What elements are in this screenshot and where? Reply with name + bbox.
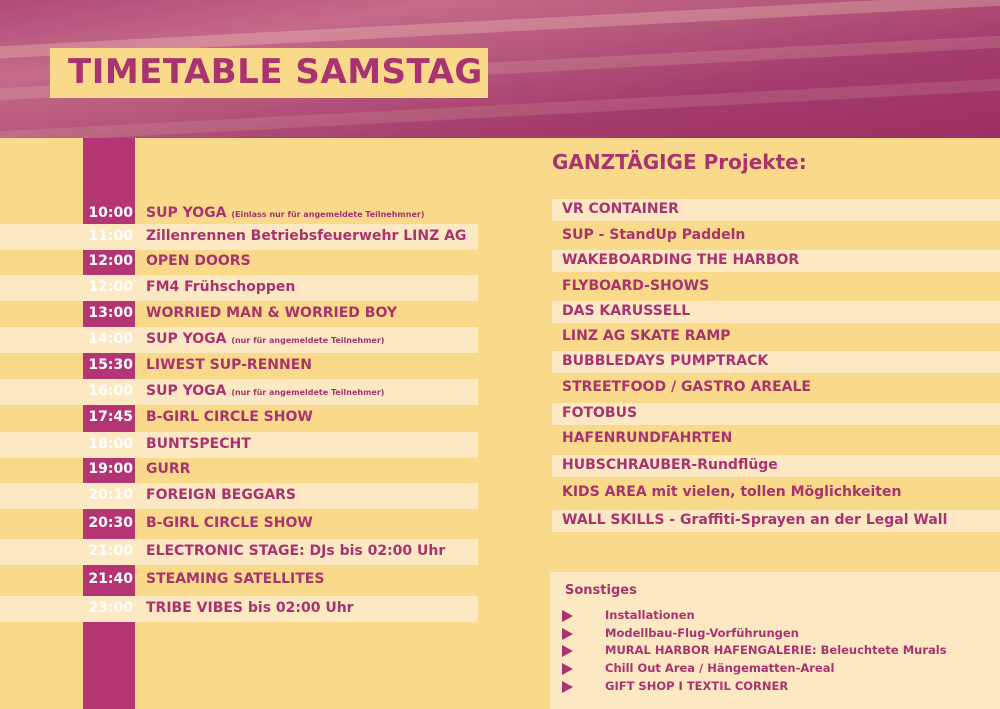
- project-label: SUP - StandUp Paddeln: [562, 227, 746, 243]
- project-item: [552, 455, 1000, 477]
- schedule-label: WORRIED MAN & WORRIED BOY: [146, 305, 397, 321]
- project-label: VR CONTAINER: [562, 201, 679, 217]
- project-label: FOTOBUS: [562, 405, 638, 421]
- schedule-time: 19:00: [88, 461, 133, 477]
- schedule-note: (Einlass nur für angemeldete Teilnehmner): [231, 210, 425, 219]
- schedule-time: 15:30: [88, 357, 133, 373]
- schedule-time: 20:10: [88, 487, 133, 503]
- schedule-label-wrap: [146, 331, 384, 347]
- schedule-time: 16:00: [88, 383, 133, 399]
- schedule-label: LIWEST SUP-RENNEN: [146, 357, 312, 373]
- project-item: [552, 199, 1000, 221]
- project-item: [552, 482, 1000, 504]
- schedule-time: 17:45: [88, 409, 133, 425]
- schedule-time: 11:00: [88, 228, 133, 244]
- schedule-label-wrap: [146, 461, 190, 477]
- project-label: WAKEBOARDING THE HARBOR: [562, 252, 800, 268]
- project-label: DAS KARUSSELL: [562, 303, 691, 319]
- schedule-label-wrap: [146, 228, 466, 244]
- schedule-label: B-GIRL CIRCLE SHOW: [146, 409, 313, 425]
- schedule-time: 21:40: [88, 571, 133, 587]
- schedule-label-wrap: [146, 305, 397, 321]
- schedule-label-wrap: [146, 383, 384, 399]
- project-label: KIDS AREA mit vielen, tollen Möglichkeiten: [562, 484, 902, 500]
- project-item: [552, 225, 1000, 247]
- schedule-time: 20:30: [88, 515, 133, 531]
- schedule-label-wrap: [146, 253, 251, 269]
- project-item: [552, 377, 1000, 399]
- schedule-label: OPEN DOORS: [146, 253, 251, 269]
- schedule-label: SUP YOGA: [146, 205, 227, 221]
- sonstiges-label: Modellbau-Flug-Vorführungen: [605, 626, 799, 640]
- page-title: TIMETABLE SAMSTAG: [68, 52, 483, 92]
- project-label: BUBBLEDAYS PUMPTRACK: [562, 353, 769, 369]
- project-item: [552, 301, 1000, 323]
- project-item: [552, 403, 1000, 425]
- schedule-time: 14:00: [88, 331, 133, 347]
- schedule-note: (nur für angemeldete Teilnehmer): [231, 336, 385, 345]
- project-item: [552, 326, 1000, 348]
- project-label: WALL SKILLS - Graffiti-Sprayen an der Legal Wall: [562, 512, 948, 528]
- sonstiges-title: Sonstiges: [565, 583, 637, 598]
- schedule-time: 23:00: [88, 600, 133, 616]
- schedule-label: FM4 Frühschoppen: [146, 279, 296, 295]
- sonstiges-label: Chill Out Area / Hängematten-Areal: [605, 661, 835, 675]
- sonstiges-label: Installationen: [605, 608, 695, 622]
- project-label: FLYBOARD-SHOWS: [562, 278, 710, 294]
- schedule-time: 13:00: [88, 305, 133, 321]
- schedule-label: B-GIRL CIRCLE SHOW: [146, 515, 313, 531]
- schedule-label-wrap: [146, 543, 445, 559]
- project-label: LINZ AG SKATE RAMP: [562, 328, 731, 344]
- triangle-bullet-icon: [562, 610, 573, 622]
- schedule-label: SUP YOGA: [146, 383, 227, 399]
- schedule-label-wrap: [146, 205, 424, 221]
- schedule-label: STEAMING SATELLITES: [146, 571, 325, 587]
- sonstiges-label: GIFT SHOP I TEXTIL CORNER: [605, 679, 789, 693]
- triangle-bullet-icon: [562, 663, 573, 675]
- schedule-label-wrap: [146, 515, 313, 531]
- project-item: [552, 250, 1000, 272]
- schedule-time: 10:00: [88, 205, 133, 221]
- triangle-bullet-icon: [562, 645, 573, 657]
- project-item: [552, 351, 1000, 373]
- schedule-label: GURR: [146, 461, 191, 477]
- schedule-time: 12:00: [88, 253, 133, 269]
- schedule-time: 12:00: [88, 279, 133, 295]
- schedule-label: FOREIGN BEGGARS: [146, 487, 297, 503]
- schedule-label-wrap: [146, 357, 312, 373]
- schedule-label: BUNTSPECHT: [146, 436, 251, 452]
- schedule-label-wrap: [146, 487, 296, 503]
- schedule-label-wrap: [146, 279, 295, 295]
- schedule-note: (nur für angemeldete Teilnehmer): [231, 388, 385, 397]
- project-item: [552, 276, 1000, 298]
- schedule-label: SUP YOGA: [146, 331, 227, 347]
- schedule-label-wrap: [146, 436, 251, 452]
- schedule-time: 21:00: [88, 543, 133, 559]
- project-label: STREETFOOD / GASTRO AREALE: [562, 379, 811, 395]
- schedule-label-wrap: [146, 600, 354, 616]
- projects-title: GANZTÄGIGE Projekte:: [552, 150, 807, 174]
- schedule-label: Zillenrennen Betriebsfeuerwehr LINZ AG: [146, 228, 467, 244]
- project-item: [552, 510, 1000, 532]
- triangle-bullet-icon: [562, 681, 573, 693]
- project-label: HAFENRUNDFAHRTEN: [562, 430, 733, 446]
- project-label: HUBSCHRAUBER-Rundflüge: [562, 457, 778, 473]
- schedule-label-wrap: [146, 409, 313, 425]
- schedule-label-wrap: [146, 571, 324, 587]
- schedule-label: TRIBE VIBES bis 02:00 Uhr: [146, 600, 354, 616]
- schedule-time: 18:00: [88, 436, 133, 452]
- sonstiges-label: MURAL HARBOR HAFENGALERIE: Beleuchtete Murals: [605, 643, 947, 657]
- schedule-label: ELECTRONIC STAGE: DJs bis 02:00 Uhr: [146, 543, 446, 559]
- project-item: [552, 428, 1000, 450]
- triangle-bullet-icon: [562, 628, 573, 640]
